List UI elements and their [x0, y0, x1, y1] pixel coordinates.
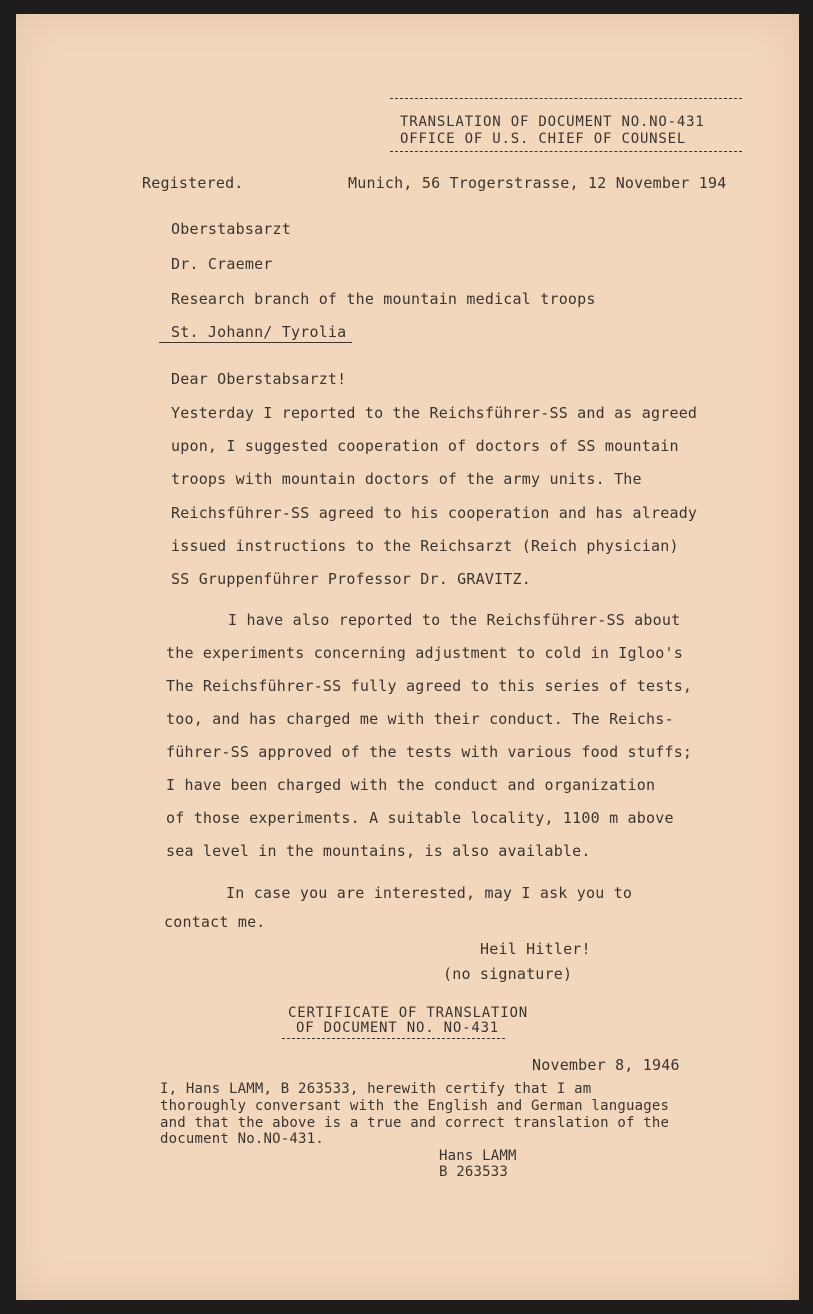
- para2-line-6: I have been charged with the conduct and organization: [166, 776, 656, 794]
- registered-label: Registered.: [142, 174, 244, 192]
- para2-line-7: of those experiments. A suitable locality, 1100 m above: [166, 809, 674, 827]
- header-bottom-rule: [390, 151, 742, 152]
- para1-line-3: troops with mountain doctors of the army units. The: [171, 470, 642, 488]
- para1-line-5: issued instructions to the Reichsarzt (Reich physician): [171, 537, 679, 555]
- para1-line-2: upon, I suggested cooperation of doctors of SS mountain: [171, 437, 679, 455]
- para3-line-1: In case you are interested, may I ask you to: [226, 884, 633, 902]
- signature-note: (no signature): [443, 965, 573, 983]
- recipient-name: Dr. Craemer: [171, 255, 273, 273]
- para2-line-3: The Reichsführer-SS fully agreed to this series of tests,: [166, 677, 693, 695]
- para3-line-2: contact me.: [164, 913, 266, 931]
- para2-line-4: too, and has charged me with their conduct. The Reichs-: [166, 710, 674, 728]
- certificate-line-4: document No.NO-431.: [160, 1131, 324, 1147]
- para1-line-6: SS Gruppenführer Professor Dr. GRAVITZ.: [171, 570, 531, 588]
- salutation: Dear Oberstabsarzt!: [171, 370, 347, 388]
- document-page: [16, 14, 799, 1300]
- recipient-rank: Oberstabsarzt: [171, 220, 291, 238]
- header-line-2: OFFICE OF U.S. CHIEF OF COUNSEL: [400, 131, 687, 147]
- certificate-date: November 8, 1946: [532, 1056, 680, 1074]
- header-top-rule: [390, 98, 742, 99]
- para2-line-5: führer-SS approved of the tests with various food stuffs;: [166, 743, 693, 761]
- certificate-line-2: thoroughly conversant with the English and German languages: [160, 1098, 670, 1114]
- recipient-unit: Research branch of the mountain medical troops: [171, 290, 596, 308]
- para2-line-2: the experiments concerning adjustment to cold in Igloo's: [166, 644, 683, 662]
- para2-line-1: I have also reported to the Reichsführer-SS about: [228, 611, 681, 629]
- para1-line-4: Reichsführer-SS agreed to his cooperation and has already: [171, 504, 698, 522]
- certificate-title-2: OF DOCUMENT NO. NO-431: [282, 1020, 505, 1039]
- certificate-line-1: I, Hans LAMM, B 263533, herewith certify that I am: [160, 1081, 592, 1097]
- translator-name: Hans LAMM: [439, 1148, 517, 1164]
- recipient-location: St. Johann/ Tyrolia: [159, 323, 352, 343]
- certificate-title-1: CERTIFICATE OF TRANSLATION: [288, 1005, 528, 1021]
- translator-number: B 263533: [439, 1164, 509, 1180]
- header-line-1: TRANSLATION OF DOCUMENT NO.NO-431: [400, 114, 705, 130]
- closing: Heil Hitler!: [480, 940, 591, 958]
- certificate-line-3: and that the above is a true and correct translation of the: [160, 1115, 670, 1131]
- dateline: Munich, 56 Trogerstrasse, 12 November 194: [348, 174, 727, 192]
- para2-line-8: sea level in the mountains, is also available.: [166, 842, 591, 860]
- para1-line-1: Yesterday I reported to the Reichsführer-SS and as agreed: [171, 404, 698, 422]
